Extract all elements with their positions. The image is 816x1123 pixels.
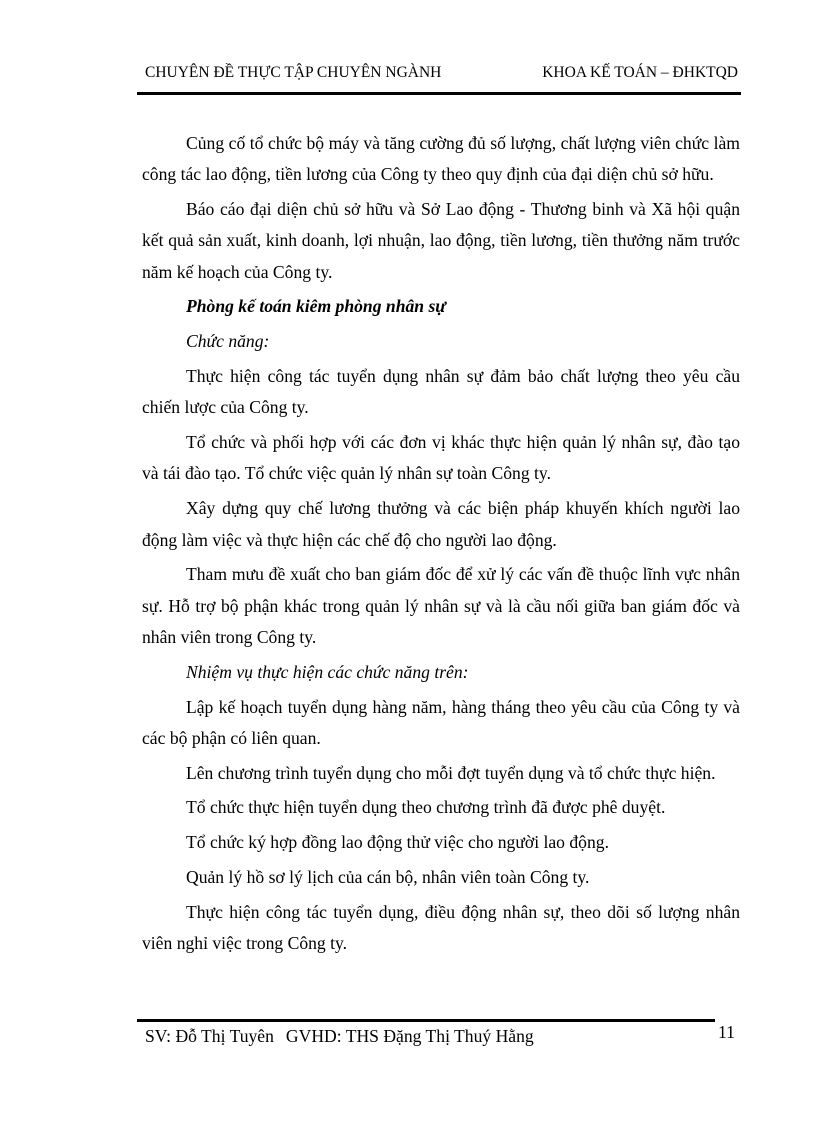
header-divider xyxy=(137,92,741,95)
page-number: 11 xyxy=(718,1022,735,1042)
section-heading: Phòng kế toán kiêm phòng nhân sự xyxy=(186,296,446,317)
header-left-title: CHUYÊN ĐỀ THỰC TẬP CHUYÊN NGÀNH xyxy=(145,64,442,81)
paragraph: Lập kế hoạch tuyển dụng hàng năm, hàng tháng theo yêu cầu của Công ty và các bộ phận có liên quan. xyxy=(142,696,740,748)
document-body xyxy=(142,128,740,963)
paragraph: Thực hiện công tác tuyển dụng nhân sự đảm bảo chất lượng theo yêu cầu chiến lược của Công ty. xyxy=(142,366,740,418)
footer-divider xyxy=(137,1019,715,1022)
paragraph: Củng cố tổ chức bộ máy và tăng cường đủ số lượng, chất lượng viên chức làm công tác lao động, tiền lương của Công ty theo quy định của đại diện chủ sở hữu. xyxy=(142,133,740,185)
paragraph: Quản lý hồ sơ lý lịch của cán bộ, nhân viên toàn Công ty. xyxy=(186,867,590,888)
paragraph: Thực hiện công tác tuyển dụng, điều động nhân sự, theo dõi số lượng nhân viên nghỉ việc trong Công ty. xyxy=(142,901,740,954)
footer-student: SV: Đỗ Thị Tuyên xyxy=(145,1026,274,1046)
paragraph: Tổ chức ký hợp đồng lao động thử việc cho người lao động. xyxy=(186,832,609,853)
paragraph: Tham mưu đề xuất cho ban giám đốc để xử lý các vấn đề thuộc lĩnh vực nhân sự. Hỗ trợ bộ phận khác trong quản lý nhân sự và là cầu nối giữa ban giám đốc và nhân viên trong Công ty. xyxy=(142,564,740,647)
paragraph: Báo cáo đại diện chủ sở hữu và Sở Lao động - Thương binh và Xã hội quận kết quả sản xuất, kinh doanh, lợi nhuận, lao động, tiền lương, tiền thưởng năm trước năm kế hoạch của Công ty. xyxy=(142,199,740,282)
page-footer xyxy=(145,1026,534,1047)
subheading: Nhiệm vụ thực hiện các chức năng trên: xyxy=(186,661,469,682)
page-header xyxy=(143,64,740,86)
footer-advisor: GVHD: THS Đặng Thị Thuý Hằng xyxy=(285,1026,534,1046)
paragraph: Tổ chức thực hiện tuyển dụng theo chương trình đã được phê duyệt. xyxy=(186,797,666,818)
paragraph: Tổ chức và phối hợp với các đơn vị khác thực hiện quản lý nhân sự, đào tạo và tái đào tạo. Tổ chức việc quản lý nhân sự toàn Công ty. xyxy=(142,432,740,484)
paragraph: Xây dựng quy chế lương thưởng và các biện pháp khuyến khích người lao động làm việc và thực hiện các chế độ cho người lao động. xyxy=(142,498,740,550)
subheading: Chức năng: xyxy=(186,331,270,352)
header-right-title: KHOA KẾ TOÁN – ĐHKTQD xyxy=(542,64,738,81)
paragraph: Lên chương trình tuyển dụng cho mỗi đợt tuyển dụng và tổ chức thực hiện. xyxy=(186,762,716,783)
